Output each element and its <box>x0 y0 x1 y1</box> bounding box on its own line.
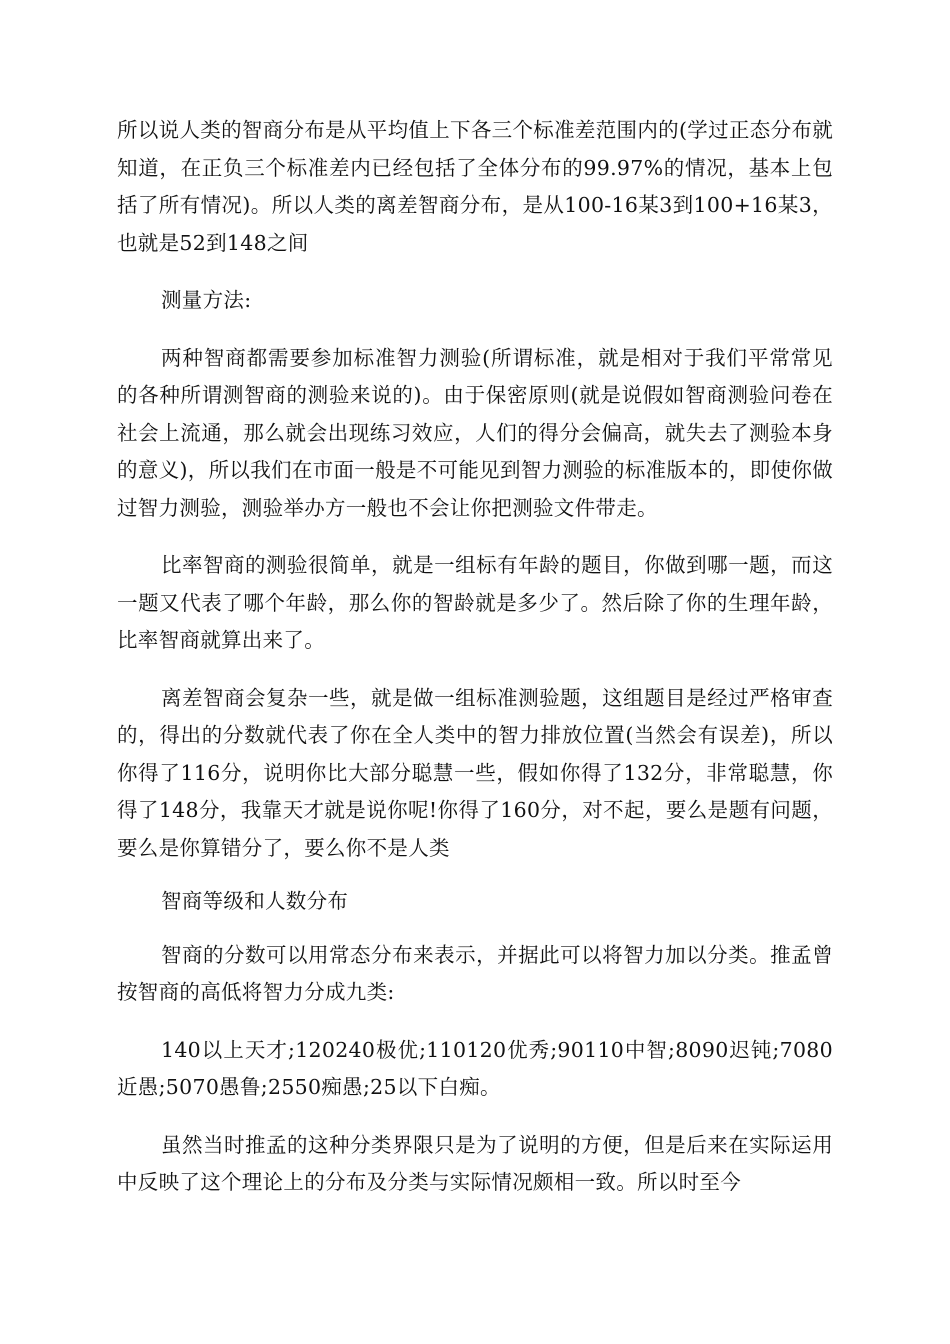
paragraph-classification-note: 虽然当时推孟的这种分类界限只是为了说明的方便，但是后来在实际运用中反映了这个理论上的分布及分类与实际情况颇相一致。所以时至今 <box>117 1132 833 1194</box>
paragraph-nine-categories: 140以上天才;120240极优;110120优秀;90110中智;8090迟钝;7080近愚;5070愚鲁;2550痴愚;25以下白痴。 <box>117 1037 833 1099</box>
paragraph-standard-tests: 两种智商都需要参加标准智力测验(所谓标准，就是相对于我们平常常见的各种所谓测智商的测验来说的)。由于保密原则(就是说假如智商测验问卷在社会上流通，那么就会出现练习效应，人们的得分会偏高，就失去了测验本身的意义)，所以我们在市面一般是不可能见到智力测验的标准版本的，即使你做过智力测验，测验举办方一般也不会让你把测验文件带走。 <box>117 345 833 520</box>
document-body <box>117 112 833 1222</box>
heading-measurement-method: 测量方法: <box>161 288 252 312</box>
paragraph-deviation-iq: 离差智商会复杂一些，就是做一组标准测验题，这组题目是经过严格审查的，得出的分数就代表了你在全人类中的智力排放位置(当然会有误差)，所以你得了116分，说明你比大部分聪慧一些，假如你得了132分，非常聪慧，你得了148分，我靠天才就是说你呢!你得了160分，对不起，要么是题有问题，要么是你算错分了，要么你不是人类 <box>117 685 833 860</box>
heading-iq-levels: 智商等级和人数分布 <box>161 889 349 913</box>
paragraph-iq-distribution: 所以说人类的智商分布是从平均值上下各三个标准差范围内的(学过正态分布就知道，在正负三个标准差内已经包括了全体分布的99.97%的情况，基本上包括了所有情况)。所以人类的离差智商分布，是从100-16某3到100+16某3，也就是52到148之间 <box>117 118 833 255</box>
paragraph-normal-distribution: 智商的分数可以用常态分布来表示，并据此可以将智力加以分类。推孟曾按智商的高低将智力分成九类: <box>117 942 833 1004</box>
paragraph-ratio-iq: 比率智商的测验很简单，就是一组标有年龄的题目，你做到哪一题，而这一题又代表了哪个年龄，那么你的智龄就是多少了。然后除了你的生理年龄，比率智商就算出来了。 <box>117 553 833 652</box>
